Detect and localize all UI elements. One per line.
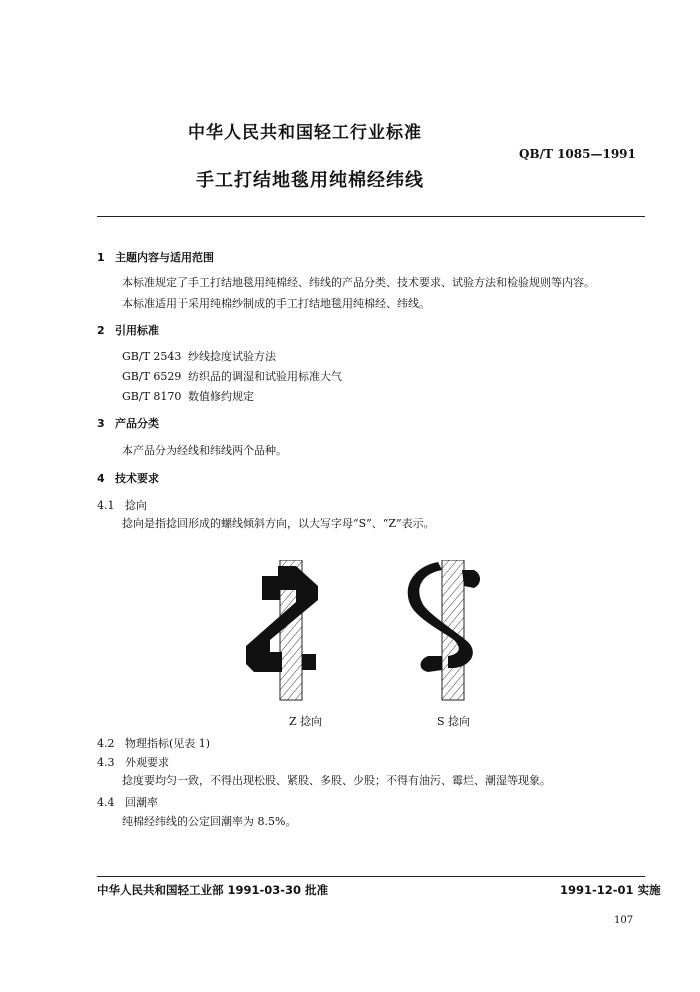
s-twist-diagram (408, 560, 480, 700)
reference-item (122, 368, 342, 384)
subsection-4-1-heading (97, 497, 147, 513)
paragraph: 本标准规定了手工打结地毯用纯棉经、纬线的产品分类、技术要求、试验方法和检验规则等内容。 (122, 276, 595, 289)
reference-code: GB/T 2543 (122, 350, 182, 363)
reference-code: GB/T 8170 (122, 390, 182, 403)
page-number: 107 (614, 915, 634, 926)
subsection-title: 捻向 (125, 499, 147, 512)
s-twist-tail-top (462, 570, 480, 588)
z-twist-tail (302, 654, 316, 670)
subsection-4-2 (97, 735, 210, 751)
subsection-number: 4.1 (97, 499, 115, 512)
document-title: 手工打结地毯用纯棉经纬线 (196, 170, 424, 191)
subsection-title: 回潮率 (125, 796, 158, 809)
section-number: 3 (97, 417, 105, 430)
section-number: 4 (97, 472, 105, 485)
twist-direction-figure (240, 560, 500, 705)
paragraph: 本产品分为经线和纬线两个品种。 (122, 444, 287, 457)
z-twist-diagram (246, 560, 318, 700)
reference-item (122, 388, 254, 404)
subsection-title: 外观要求 (125, 756, 169, 769)
s-twist-tail-bottom (421, 656, 443, 672)
section-4-heading (97, 470, 159, 486)
subsection-4-4 (97, 794, 158, 810)
paragraph: 捻向是指捻回形成的螺线倾斜方向，以大写字母“S”、“Z”表示。 (122, 517, 435, 530)
reference-item (122, 348, 276, 364)
reference-title: 纱线捻度试验方法 (188, 350, 276, 363)
paragraph: 捻度要均匀一致，不得出现松股、紧股、多股、少股；不得有油污、霉烂、潮湿等现象。 (122, 774, 551, 787)
implementation-date: 1991-12-01 实施 (560, 883, 661, 897)
approval-info: 中华人民共和国轻工业部 1991-03-30 批准 (97, 883, 329, 897)
subsection-4-3 (97, 754, 169, 770)
section-number: 1 (97, 251, 105, 264)
paragraph: 纯棉经纬线的公定回潮率为 8.5%。 (122, 815, 297, 828)
subsection-number: 4.2 (97, 737, 115, 750)
reference-code: GB/T 6529 (122, 370, 182, 383)
section-title: 产品分类 (115, 417, 159, 430)
section-number: 2 (97, 324, 105, 337)
reference-title: 纺织品的调湿和试验用标准大气 (188, 370, 342, 383)
section-title: 引用标准 (115, 324, 159, 337)
section-2-heading (97, 322, 159, 338)
standard-code: QB/T 1085—1991 (519, 147, 636, 161)
paragraph: 本标准适用于采用纯棉纱制成的手工打结地毯用纯棉经、纬线。 (122, 297, 430, 310)
section-1-heading (97, 249, 214, 265)
subsection-number: 4.3 (97, 756, 115, 769)
header-rule (97, 216, 645, 217)
s-twist-label: S 捻向 (437, 715, 471, 728)
reference-title: 数值修约规定 (188, 390, 254, 403)
section-3-heading (97, 415, 159, 431)
org-title: 中华人民共和国轻工行业标准 (188, 123, 422, 143)
section-title: 技术要求 (115, 472, 159, 485)
subsection-title: 物理指标(见表 1) (125, 737, 211, 750)
z-twist-label: Z 捻向 (289, 715, 323, 728)
section-title: 主题内容与适用范围 (115, 251, 214, 264)
footer-rule (97, 876, 645, 877)
subsection-number: 4.4 (97, 796, 115, 809)
